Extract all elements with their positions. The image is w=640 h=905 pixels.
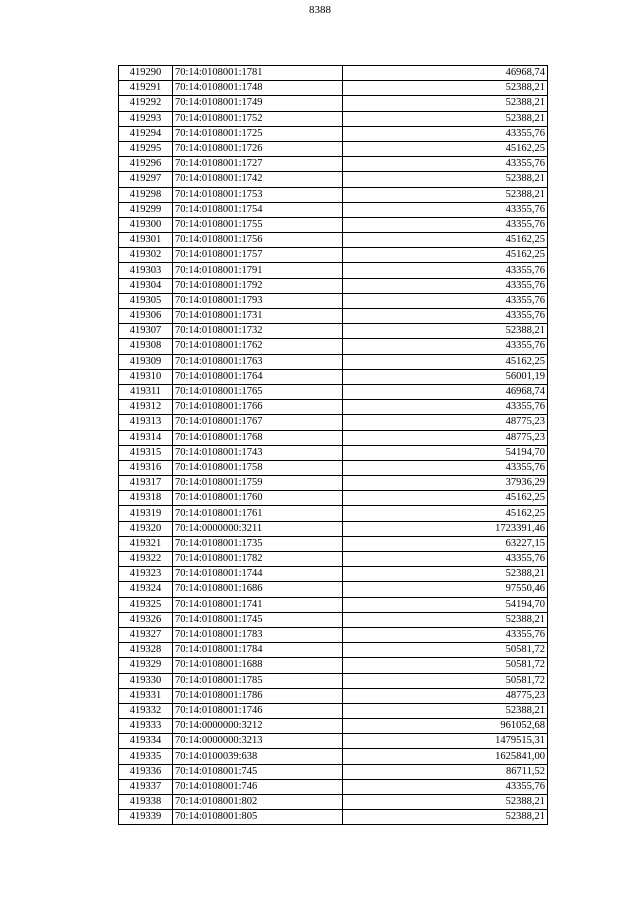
table-row: [119, 521, 548, 536]
cadastral-number-cell: 70:14:0108001:1792: [173, 278, 343, 293]
row-number-cell: 419339: [119, 810, 173, 825]
row-number-cell: 419293: [119, 111, 173, 126]
row-number-cell: 419308: [119, 339, 173, 354]
row-number-cell: 419311: [119, 384, 173, 399]
value-cell: 54194,70: [343, 445, 548, 460]
row-number-cell: 419310: [119, 369, 173, 384]
cadastral-number-cell: 70:14:0108001:1755: [173, 217, 343, 232]
table-row: [119, 703, 548, 718]
value-cell: 52388,21: [343, 111, 548, 126]
cadastral-number-cell: 70:14:0108001:1742: [173, 172, 343, 187]
table-row: [119, 430, 548, 445]
row-number-cell: 419307: [119, 324, 173, 339]
value-cell: 50581,72: [343, 643, 548, 658]
value-cell: 37936,29: [343, 476, 548, 491]
row-number-cell: 419315: [119, 445, 173, 460]
value-cell: 43355,76: [343, 293, 548, 308]
cadastral-number-cell: 70:14:0108001:1757: [173, 248, 343, 263]
row-number-cell: 419303: [119, 263, 173, 278]
table-row: [119, 66, 548, 81]
table-row: [119, 795, 548, 810]
value-cell: 52388,21: [343, 324, 548, 339]
row-number-cell: 419301: [119, 233, 173, 248]
table-row: [119, 719, 548, 734]
row-number-cell: 419313: [119, 415, 173, 430]
value-cell: 46968,74: [343, 66, 548, 81]
value-cell: 45162,25: [343, 248, 548, 263]
cadastral-number-cell: 70:14:0000000:3211: [173, 521, 343, 536]
row-number-cell: 419335: [119, 749, 173, 764]
row-number-cell: 419306: [119, 309, 173, 324]
cadastral-number-cell: 70:14:0108001:805: [173, 810, 343, 825]
value-cell: 52388,21: [343, 567, 548, 582]
value-cell: 45162,25: [343, 233, 548, 248]
value-cell: 86711,52: [343, 764, 548, 779]
value-cell: 45162,25: [343, 491, 548, 506]
cadastral-number-cell: 70:14:0108001:1758: [173, 460, 343, 475]
table-row: [119, 126, 548, 141]
cadastral-number-cell: 70:14:0108001:1732: [173, 324, 343, 339]
table-row: [119, 369, 548, 384]
value-cell: 1723391,46: [343, 521, 548, 536]
table-row: [119, 749, 548, 764]
table-row: [119, 445, 548, 460]
cadastral-number-cell: 70:14:0108001:1725: [173, 126, 343, 141]
cadastral-number-cell: 70:14:0000000:3212: [173, 719, 343, 734]
cadastral-number-cell: 70:14:0108001:1762: [173, 339, 343, 354]
table-row: [119, 460, 548, 475]
table-row: [119, 81, 548, 96]
table-row: [119, 597, 548, 612]
cadastral-number-cell: 70:14:0108001:1744: [173, 567, 343, 582]
table-row: [119, 491, 548, 506]
row-number-cell: 419318: [119, 491, 173, 506]
table-body: [119, 66, 548, 825]
table-row: [119, 96, 548, 111]
cadastral-number-cell: 70:14:0108001:1764: [173, 369, 343, 384]
row-number-cell: 419312: [119, 400, 173, 415]
table-row: [119, 187, 548, 202]
row-number-cell: 419290: [119, 66, 173, 81]
value-cell: 43355,76: [343, 627, 548, 642]
value-cell: 52388,21: [343, 187, 548, 202]
row-number-cell: 419330: [119, 673, 173, 688]
row-number-cell: 419327: [119, 627, 173, 642]
table-row: [119, 141, 548, 156]
table-row: [119, 734, 548, 749]
row-number-cell: 419333: [119, 719, 173, 734]
table-row: [119, 172, 548, 187]
row-number-cell: 419326: [119, 612, 173, 627]
registry-table: [118, 65, 548, 825]
cadastral-number-cell: 70:14:0108001:1763: [173, 354, 343, 369]
table-row: [119, 506, 548, 521]
row-number-cell: 419314: [119, 430, 173, 445]
value-cell: 48775,23: [343, 415, 548, 430]
table-row: [119, 339, 548, 354]
row-number-cell: 419298: [119, 187, 173, 202]
row-number-cell: 419328: [119, 643, 173, 658]
cadastral-number-cell: 70:14:0108001:1726: [173, 141, 343, 156]
value-cell: 46968,74: [343, 384, 548, 399]
cadastral-number-cell: 70:14:0108001:1785: [173, 673, 343, 688]
value-cell: 52388,21: [343, 172, 548, 187]
row-number-cell: 419325: [119, 597, 173, 612]
cadastral-number-cell: 70:14:0108001:1754: [173, 202, 343, 217]
table-row: [119, 567, 548, 582]
table-row: [119, 612, 548, 627]
value-cell: 43355,76: [343, 126, 548, 141]
cadastral-number-cell: 70:14:0108001:1791: [173, 263, 343, 278]
table-row: [119, 643, 548, 658]
value-cell: 43355,76: [343, 157, 548, 172]
row-number-cell: 419291: [119, 81, 173, 96]
cadastral-number-cell: 70:14:0108001:802: [173, 795, 343, 810]
value-cell: 1479515,31: [343, 734, 548, 749]
table-row: [119, 415, 548, 430]
table-row: [119, 779, 548, 794]
row-number-cell: 419296: [119, 157, 173, 172]
row-number-cell: 419317: [119, 476, 173, 491]
cadastral-number-cell: 70:14:0108001:1766: [173, 400, 343, 415]
table-row: [119, 111, 548, 126]
cadastral-number-cell: 70:14:0108001:1745: [173, 612, 343, 627]
row-number-cell: 419338: [119, 795, 173, 810]
row-number-cell: 419292: [119, 96, 173, 111]
cadastral-number-cell: 70:14:0108001:1686: [173, 582, 343, 597]
row-number-cell: 419322: [119, 552, 173, 567]
table-row: [119, 324, 548, 339]
cadastral-number-cell: 70:14:0108001:1727: [173, 157, 343, 172]
value-cell: 45162,25: [343, 354, 548, 369]
value-cell: 43355,76: [343, 217, 548, 232]
value-cell: 43355,76: [343, 460, 548, 475]
row-number-cell: 419294: [119, 126, 173, 141]
row-number-cell: 419332: [119, 703, 173, 718]
row-number-cell: 419316: [119, 460, 173, 475]
row-number-cell: 419329: [119, 658, 173, 673]
value-cell: 54194,70: [343, 597, 548, 612]
value-cell: 1625841,00: [343, 749, 548, 764]
cadastral-number-cell: 70:14:0100039:638: [173, 749, 343, 764]
value-cell: 43355,76: [343, 339, 548, 354]
value-cell: 43355,76: [343, 552, 548, 567]
cadastral-number-cell: 70:14:0108001:745: [173, 764, 343, 779]
cadastral-number-cell: 70:14:0000000:3213: [173, 734, 343, 749]
cadastral-number-cell: 70:14:0108001:1756: [173, 233, 343, 248]
table-row: [119, 810, 548, 825]
value-cell: 50581,72: [343, 658, 548, 673]
table-row: [119, 582, 548, 597]
value-cell: 97550,46: [343, 582, 548, 597]
value-cell: 52388,21: [343, 612, 548, 627]
cadastral-number-cell: 70:14:0108001:1760: [173, 491, 343, 506]
value-cell: 45162,25: [343, 141, 548, 156]
table-row: [119, 400, 548, 415]
value-cell: 43355,76: [343, 309, 548, 324]
value-cell: 43355,76: [343, 263, 548, 278]
value-cell: 48775,23: [343, 430, 548, 445]
value-cell: 56001,19: [343, 369, 548, 384]
cadastral-number-cell: 70:14:0108001:1735: [173, 536, 343, 551]
value-cell: 48775,23: [343, 688, 548, 703]
table-row: [119, 309, 548, 324]
cadastral-number-cell: 70:14:0108001:1749: [173, 96, 343, 111]
row-number-cell: 419331: [119, 688, 173, 703]
cadastral-number-cell: 70:14:0108001:1759: [173, 476, 343, 491]
table-row: [119, 248, 548, 263]
table-row: [119, 293, 548, 308]
row-number-cell: 419304: [119, 278, 173, 293]
value-cell: 52388,21: [343, 703, 548, 718]
cadastral-number-cell: 70:14:0108001:1688: [173, 658, 343, 673]
row-number-cell: 419336: [119, 764, 173, 779]
table-row: [119, 233, 548, 248]
value-cell: 52388,21: [343, 81, 548, 96]
value-cell: 45162,25: [343, 506, 548, 521]
cadastral-number-cell: 70:14:0108001:1761: [173, 506, 343, 521]
cadastral-number-cell: 70:14:0108001:1748: [173, 81, 343, 96]
value-cell: 52388,21: [343, 96, 548, 111]
value-cell: 961052,68: [343, 719, 548, 734]
cadastral-number-cell: 70:14:0108001:1767: [173, 415, 343, 430]
table-row: [119, 354, 548, 369]
row-number-cell: 419319: [119, 506, 173, 521]
cadastral-number-cell: 70:14:0108001:1743: [173, 445, 343, 460]
cadastral-number-cell: 70:14:0108001:1765: [173, 384, 343, 399]
row-number-cell: 419321: [119, 536, 173, 551]
cadastral-number-cell: 70:14:0108001:1793: [173, 293, 343, 308]
table-row: [119, 217, 548, 232]
value-cell: 43355,76: [343, 202, 548, 217]
table-row: [119, 673, 548, 688]
table-row: [119, 658, 548, 673]
value-cell: 43355,76: [343, 400, 548, 415]
value-cell: 43355,76: [343, 779, 548, 794]
row-number-cell: 419320: [119, 521, 173, 536]
table-row: [119, 552, 548, 567]
value-cell: 52388,21: [343, 810, 548, 825]
row-number-cell: 419305: [119, 293, 173, 308]
row-number-cell: 419323: [119, 567, 173, 582]
table-row: [119, 384, 548, 399]
table-row: [119, 263, 548, 278]
cadastral-number-cell: 70:14:0108001:1768: [173, 430, 343, 445]
table-row: [119, 536, 548, 551]
cadastral-number-cell: 70:14:0108001:746: [173, 779, 343, 794]
row-number-cell: 419309: [119, 354, 173, 369]
table-row: [119, 278, 548, 293]
table-row: [119, 764, 548, 779]
value-cell: 52388,21: [343, 795, 548, 810]
table-row: [119, 627, 548, 642]
row-number-cell: 419302: [119, 248, 173, 263]
table-row: [119, 202, 548, 217]
value-cell: 50581,72: [343, 673, 548, 688]
cadastral-number-cell: 70:14:0108001:1783: [173, 627, 343, 642]
value-cell: 43355,76: [343, 278, 548, 293]
row-number-cell: 419337: [119, 779, 173, 794]
cadastral-number-cell: 70:14:0108001:1752: [173, 111, 343, 126]
row-number-cell: 419299: [119, 202, 173, 217]
cadastral-number-cell: 70:14:0108001:1786: [173, 688, 343, 703]
table-row: [119, 476, 548, 491]
cadastral-number-cell: 70:14:0108001:1784: [173, 643, 343, 658]
cadastral-number-cell: 70:14:0108001:1782: [173, 552, 343, 567]
page-number: 8388: [309, 4, 331, 16]
cadastral-number-cell: 70:14:0108001:1746: [173, 703, 343, 718]
row-number-cell: 419295: [119, 141, 173, 156]
row-number-cell: 419324: [119, 582, 173, 597]
cadastral-number-cell: 70:14:0108001:1741: [173, 597, 343, 612]
row-number-cell: 419334: [119, 734, 173, 749]
row-number-cell: 419300: [119, 217, 173, 232]
cadastral-number-cell: 70:14:0108001:1753: [173, 187, 343, 202]
cadastral-number-cell: 70:14:0108001:1781: [173, 66, 343, 81]
table-row: [119, 688, 548, 703]
row-number-cell: 419297: [119, 172, 173, 187]
cadastral-number-cell: 70:14:0108001:1731: [173, 309, 343, 324]
table-row: [119, 157, 548, 172]
value-cell: 63227,15: [343, 536, 548, 551]
